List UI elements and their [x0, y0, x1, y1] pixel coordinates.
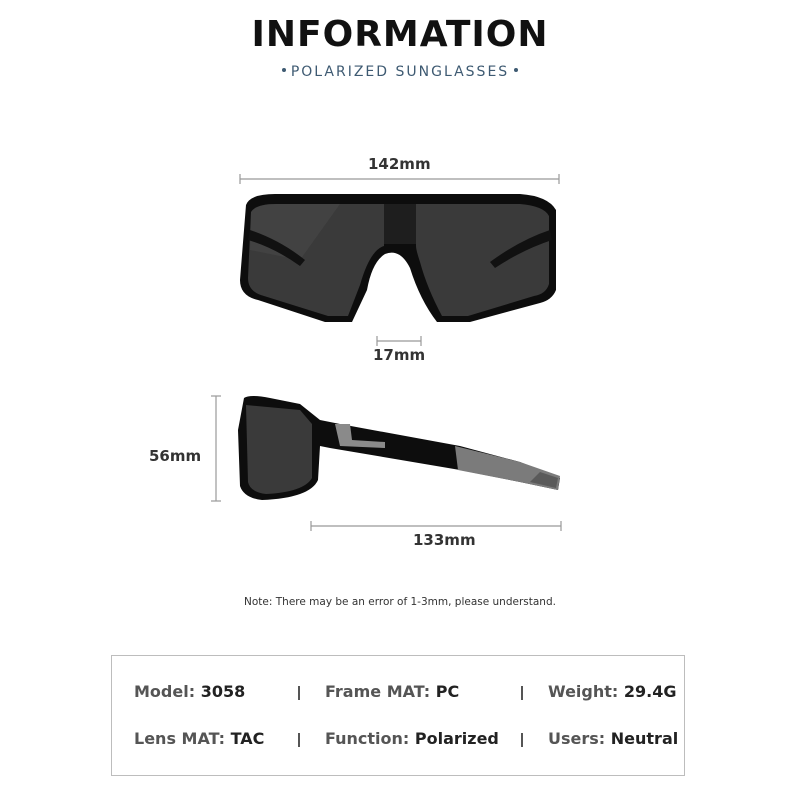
- height-dimension-line: [211, 396, 221, 501]
- spec-frame: [325, 682, 459, 701]
- spec-model-value: 3058: [200, 682, 246, 701]
- spec-weight-label: Weight:: [548, 682, 619, 701]
- spec-separator: [298, 733, 300, 747]
- spec-table: [111, 655, 685, 776]
- glasses-front-view: [240, 194, 556, 322]
- width-dimension-line: [240, 174, 559, 184]
- spec-function-label: Function:: [325, 729, 410, 748]
- spec-function-value: Polarized: [414, 729, 499, 748]
- spec-model-label: Model:: [134, 682, 196, 701]
- spec-weight: [548, 682, 677, 701]
- spec-users-value: Neutral: [610, 729, 679, 748]
- spec-frame-label: Frame MAT:: [325, 682, 431, 701]
- bridge-label: 17mm: [373, 346, 426, 364]
- spec-separator: [298, 686, 300, 700]
- bridge-dimension-line: [377, 336, 421, 346]
- width-label: 142mm: [368, 155, 431, 173]
- spec-users-label: Users:: [548, 729, 606, 748]
- spec-users: [548, 729, 678, 748]
- temple-label: 133mm: [413, 531, 476, 549]
- spec-lens: [134, 729, 264, 748]
- spec-function: [325, 729, 499, 748]
- spec-separator: [521, 686, 523, 700]
- tolerance-note: Note: There may be an error of 1-3mm, please understand.: [244, 596, 556, 608]
- spec-weight-value: 29.4G: [623, 682, 677, 701]
- spec-model: [134, 682, 245, 701]
- subtitle-text: POLARIZED SUNGLASSES: [290, 64, 510, 80]
- page-title: INFORMATION: [251, 14, 549, 55]
- temple-dimension-line: [311, 521, 561, 531]
- spec-separator: [521, 733, 523, 747]
- spec-lens-label: Lens MAT:: [134, 729, 226, 748]
- spec-lens-value: TAC: [230, 729, 265, 748]
- height-label: 56mm: [149, 447, 202, 465]
- spec-frame-value: PC: [435, 682, 460, 701]
- glasses-side-view: [238, 396, 560, 500]
